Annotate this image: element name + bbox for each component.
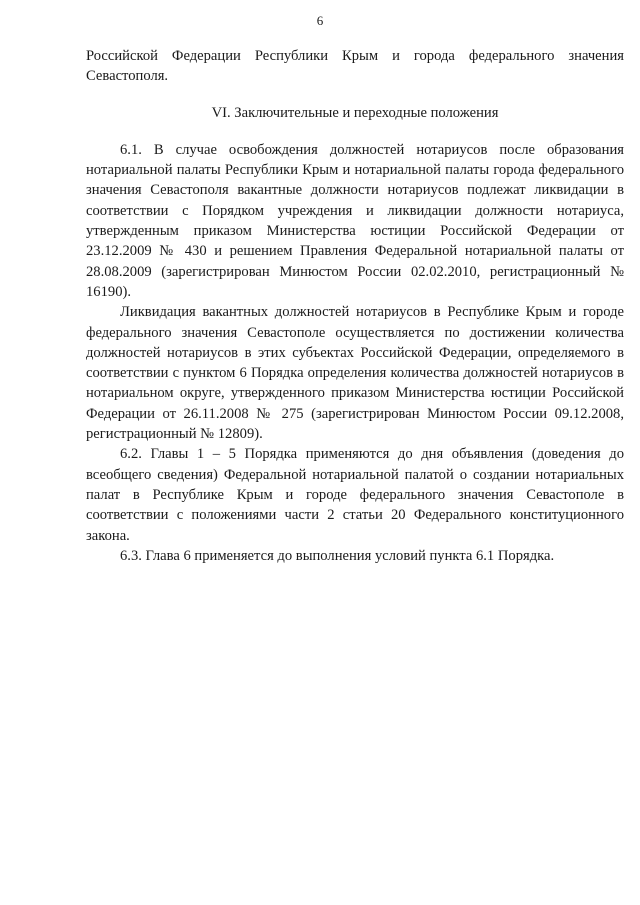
section-heading: VI. Заключительные и переходные положения: [211, 104, 499, 121]
paragraph-liquidation: Ликвидация вакантных должностей нотариусов в Республике Крым и городе федерального значения Севастополе осуществляется по достижении количества должностей нотариусов в этих субъектах Российской Федерации, определяемого в соответствии с пунктом 6 Порядка определения количества должностей нотариусов в нотариальном округе, утвержденного приказом Министерства юстиции Российской Федерации от 26.11.2008 № 275 (зарегистрирован Минюстом России 09.12.2008, регистрационный № 12809).: [86, 304, 624, 443]
paragraph-6-3: 6.3. Глава 6 применяется до выполнения условий пункта 6.1 Порядка.: [120, 547, 555, 564]
paragraph-6-2: 6.2. Главы 1 – 5 Порядка применяются до дня объявления (доведения до всеобщего сведения) Федеральной нотариальной палатой о создании нотариальных палат в Республике Крым и городе федерального значения Севастополе в соответствии с положениями части 2 статьи 20 Федерального конституционного закона.: [86, 446, 624, 544]
page-number: 6: [316, 13, 324, 28]
intro-paragraph: Российской Федерации Республики Крым и города федерального значения Севастополя.: [86, 48, 624, 85]
document-body: [86, 46, 624, 566]
paragraph-6-1: 6.1. В случае освобождения должностей нотариусов после образования нотариальной палаты Республики Крым и нотариальной палаты города федерального значения Севастополя вакантные должности нотариусов подлежат ликвидации в соответствии с Порядком учреждения и ликвидации должности нотариуса, утвержденным приказом Министерства юстиции Российской Федерации от 23.12.2009 № 430 и решением Правления Федеральной нотариальной палаты от 28.08.2009 (зарегистрирован Минюстом России 02.02.2010, регистрационный № 16190).: [86, 141, 624, 300]
